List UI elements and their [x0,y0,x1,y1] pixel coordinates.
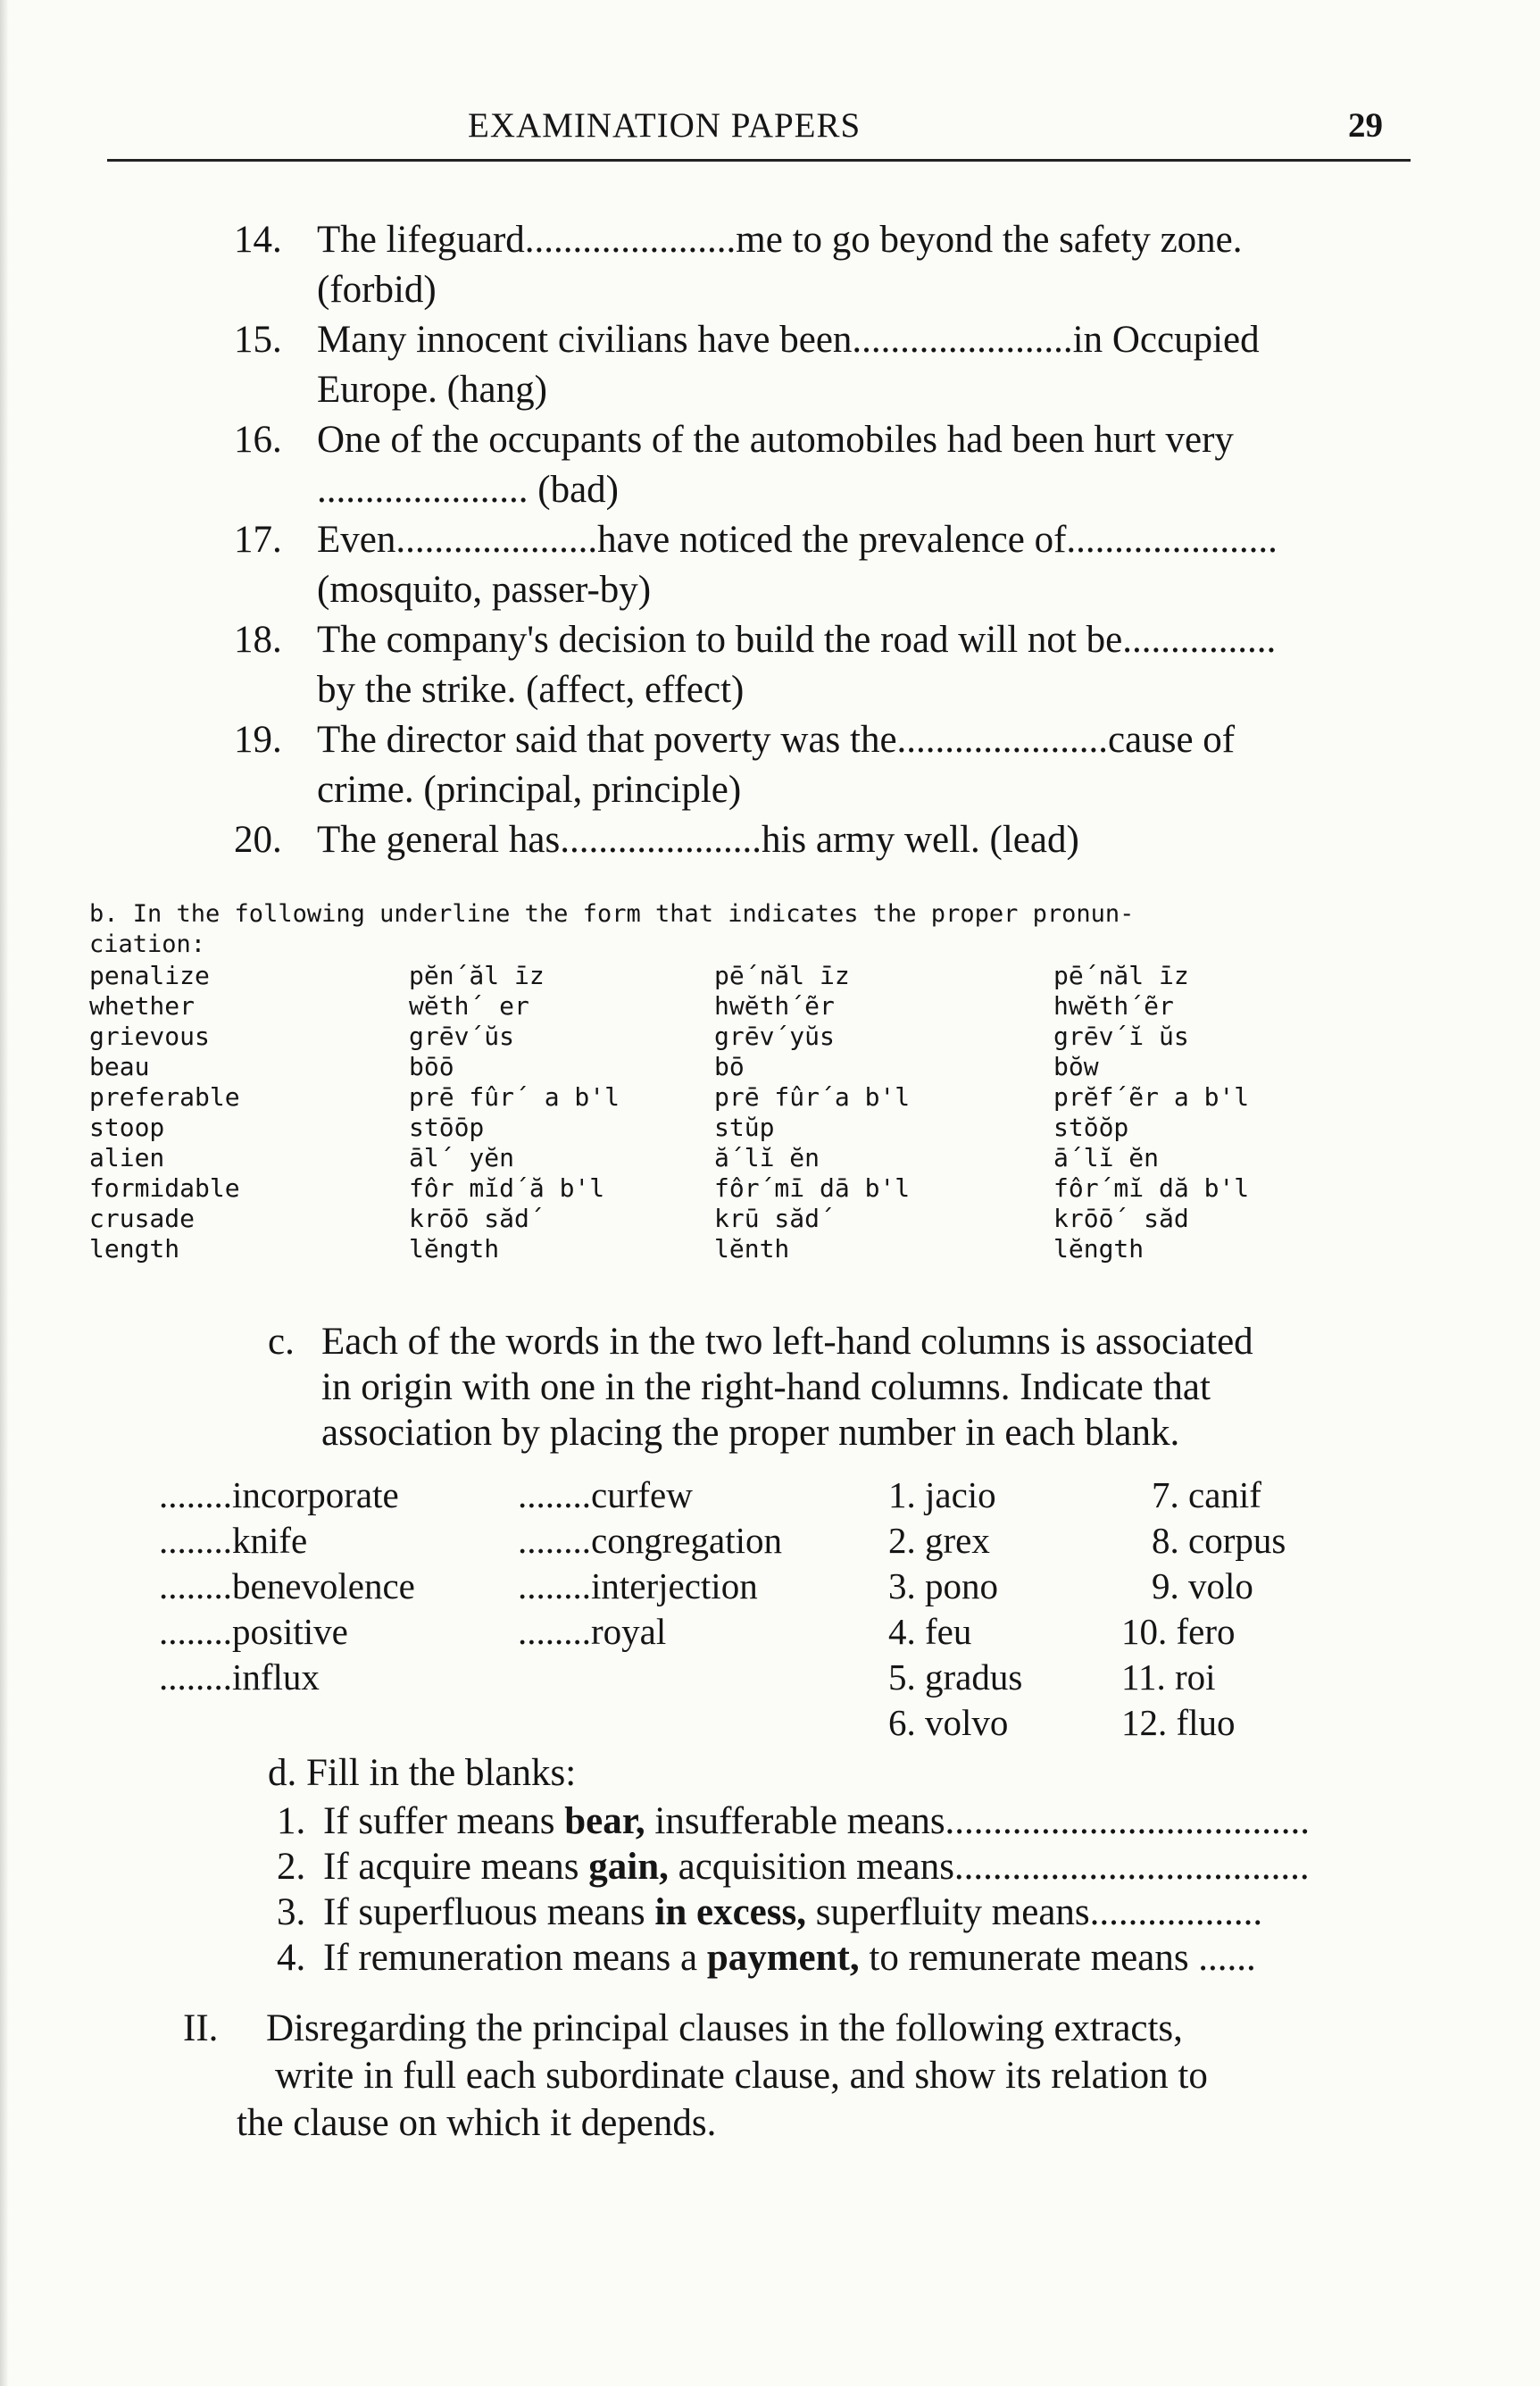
fill-in-item [323,1842,1310,1892]
pronunciation-option-2[interactable]: grēv´yŭs [714,1022,835,1051]
matching-blank[interactable]: ........influx [159,1656,320,1698]
matching-blank[interactable]: ........congregation [518,1520,783,1561]
root-word: 1. jacio [888,1474,996,1515]
pronunciation-option-3[interactable]: bŏw [1053,1052,1099,1081]
word: crusade [89,1204,196,1233]
question-number: 17. [234,519,282,561]
item-text: If acquire means [323,1846,589,1888]
item-blank[interactable]: insufferable means...................................... [645,1800,1311,1842]
matching-blank[interactable]: ........curfew [518,1474,693,1515]
page-edge-shadow [0,0,9,2386]
matching-blank[interactable]: ........incorporate [159,1474,399,1515]
root-word: 12. fluo [1121,1702,1236,1743]
root-word: 11. roi [1121,1656,1216,1698]
pronunciation-option-3[interactable]: stŏŏp [1053,1113,1129,1142]
matching-blank[interactable]: ........interjection [518,1565,758,1606]
pronunciation-option-1[interactable]: bōō [409,1052,454,1081]
pronunciation-option-3[interactable]: pē´năl īz [1053,961,1189,990]
section-ii-number: II. [183,2007,219,2049]
page-number: 29 [1348,106,1383,145]
pronunciation-option-1[interactable]: grēv´ŭs [409,1022,515,1051]
pronunciation-option-3[interactable]: grēv´ĭ ŭs [1053,1022,1189,1051]
question-number: 16. [234,419,282,461]
root-word: 6. volvo [888,1702,1009,1743]
question-text: The lifeguard......................me to go beyond the safety zone. [317,219,1243,261]
pronunciation-option-1[interactable]: wĕth´ er [409,991,529,1021]
pronunciation-option-1[interactable]: āl´ yĕn [409,1143,515,1172]
question-text: One of the occupants of the automobiles had been hurt very [317,419,1234,461]
question-text: The director said that poverty was the......................cause of [317,719,1236,761]
pronunciation-option-3[interactable]: hwĕth´ẽr [1053,991,1174,1021]
word: beau [89,1052,150,1081]
word: grievous [89,1022,210,1051]
section-c-intro: in origin with one in the right-hand columns. Indicate that [321,1366,1211,1408]
pronunciation-option-2[interactable]: fôr´mī dā b'l [714,1173,911,1203]
root-word: 4. feu [888,1611,972,1652]
pronunciation-option-1[interactable]: fôr mĭd´ă b'l [409,1173,605,1203]
question-hint: ...................... (bad) [317,469,619,511]
pronunciation-option-2[interactable]: prē fûr´a b'l [714,1082,911,1112]
fill-in-item [323,1933,1256,1983]
item-number: 3. [277,1891,306,1933]
root-word: 9. volo [1152,1565,1253,1606]
pronunciation-option-3[interactable]: ā´lĭ ĕn [1053,1143,1160,1172]
pronunciation-option-1[interactable]: lĕngth [409,1234,500,1264]
question-hint: (mosquito, passer-by) [317,569,652,611]
item-keyword: bear, [564,1800,645,1842]
question-number: 19. [234,719,282,761]
pronunciation-option-3[interactable]: prĕf´ẽr a b'l [1053,1082,1250,1112]
section-b-intro-cont: ciation: [89,930,206,958]
item-text: If superfluous means [323,1891,655,1933]
word: penalize [89,961,210,990]
section-ii-text: the clause on which it depends. [237,2102,717,2144]
pronunciation-option-2[interactable]: pē´năl īz [714,961,850,990]
item-blank[interactable]: superfluity means.................. [805,1891,1263,1933]
question-number: 15. [234,319,282,361]
pronunciation-option-1[interactable]: prē fûr´ a b'l [409,1082,620,1112]
question-hint: by the strike. (affect, effect) [317,669,745,711]
word: formidable [89,1173,240,1203]
question-text: The general has.....................his army well. (lead) [317,819,1079,861]
word: length [89,1234,180,1264]
question-hint: Europe. (hang) [317,369,547,411]
root-word: 2. grex [888,1520,990,1561]
section-c-intro: Each of the words in the two left-hand columns is associated [321,1321,1253,1363]
matching-blank[interactable]: ........benevolence [159,1565,415,1606]
question-text: The company's decision to build the road will not be................ [317,619,1277,661]
pronunciation-option-1[interactable]: stōōp [409,1113,485,1142]
question-text: Many innocent civilians have been.......................in Occupied [317,319,1260,361]
pronunciation-option-3[interactable]: krōō´ săd [1053,1204,1189,1233]
root-word: 5. gradus [888,1656,1023,1698]
item-number: 2. [277,1846,306,1888]
question-hint: crime. (principal, principle) [317,769,742,811]
pronunciation-option-2[interactable]: krū săd´ [714,1204,835,1233]
matching-blank[interactable]: ........positive [159,1611,348,1652]
pronunciation-option-1[interactable]: pĕn´ăl īz [409,961,545,990]
question-number: 20. [234,819,282,861]
question-number: 14. [234,219,282,261]
pronunciation-option-3[interactable]: lĕngth [1053,1234,1145,1264]
item-keyword: gain, [588,1846,669,1888]
pronunciation-option-2[interactable]: lĕnth [714,1234,790,1264]
running-header: EXAMINATION PAPERS [468,106,862,145]
fill-in-item [323,1888,1262,1938]
pronunciation-option-2[interactable]: bō [714,1052,745,1081]
word: whether [89,991,196,1021]
section-d-title: d. Fill in the blanks: [268,1752,577,1794]
root-word: 7. canif [1152,1474,1261,1515]
section-c-label: c. [268,1321,295,1363]
word: stoop [89,1113,165,1142]
section-ii-text: Disregarding the principal clauses in the following extracts, [266,2007,1183,2049]
question-text: Even.....................have noticed the prevalence of...................... [317,519,1278,561]
item-keyword: in excess, [654,1891,806,1933]
pronunciation-option-1[interactable]: krōō săd´ [409,1204,545,1233]
item-number: 4. [277,1937,306,1979]
root-word: 8. corpus [1152,1520,1286,1561]
word: alien [89,1143,165,1172]
matching-blank[interactable]: ........royal [518,1611,667,1652]
item-blank[interactable]: to remunerate means ...... [859,1937,1256,1979]
question-number: 18. [234,619,282,661]
root-word: 10. fero [1121,1611,1236,1652]
section-ii-text: write in full each subordinate clause, and show its relation to [275,2055,1208,2097]
fill-in-item [323,1797,1310,1847]
root-word: 3. pono [888,1565,998,1606]
section-c-intro: association by placing the proper number in each blank. [321,1412,1180,1454]
pronunciation-option-2[interactable]: ă´lĭ ĕn [714,1143,820,1172]
header-rule [107,159,1411,162]
pronunciation-option-2[interactable]: stŭp [714,1113,775,1142]
item-text: If suffer means [323,1800,565,1842]
pronunciation-option-2[interactable]: hwĕth´ẽr [714,991,835,1021]
item-keyword: payment, [706,1937,860,1979]
section-b-intro: b. In the following underline the form that indicates the proper pronun- [89,900,1135,928]
question-hint: (forbid) [317,269,437,311]
item-blank[interactable]: acquisition means..................................... [668,1846,1310,1888]
pronunciation-option-3[interactable]: fôr´mĭ dă b'l [1053,1173,1250,1203]
item-text: If remuneration means a [323,1937,707,1979]
matching-blank[interactable]: ........knife [159,1520,308,1561]
word: preferable [89,1082,240,1112]
item-number: 1. [277,1800,306,1842]
